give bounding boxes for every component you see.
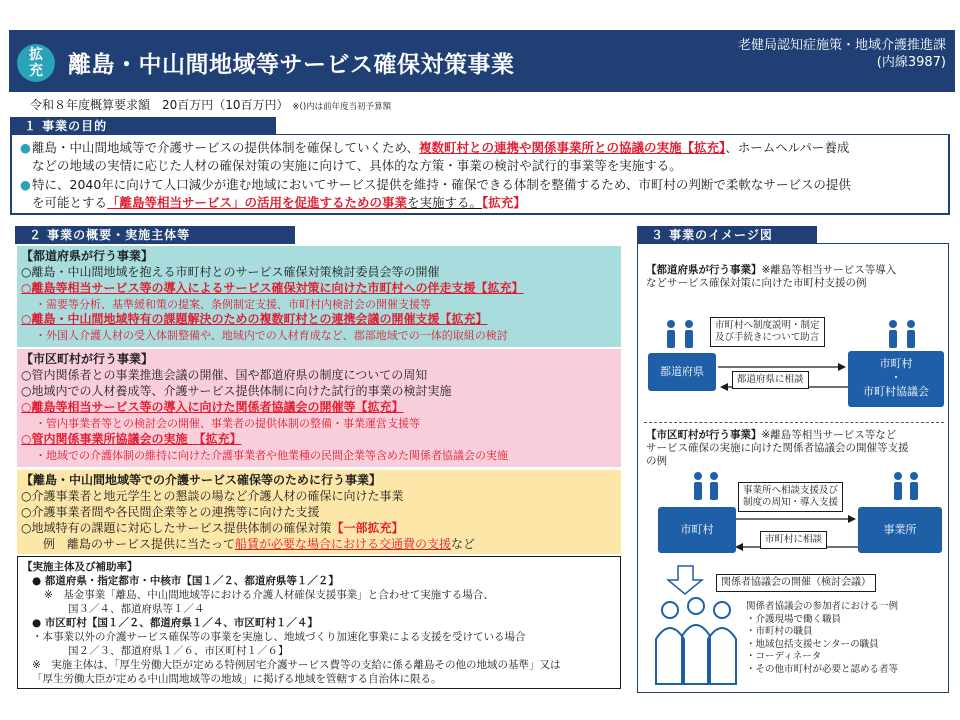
consult-callout: 都道府県に相談 [732,371,809,389]
members-list: 関係者協議会の参加者における一例 ・介護現場で働く職員 ・市町村の職員 ・地域包括支援センターの職員 ・コーディネータ ・その他市町村が必要と認める者等 [746,601,899,675]
purpose-line-3: ● 特に、2040年に向けて人口減少が進む地域においてサービス提供を維持・確保できる体制を整備するため、市町村の判断で柔軟なサービスの提供 [32,176,851,195]
staff-icon [894,472,918,500]
council-callout: 関係者協議会の開催（検討会議） [716,574,876,592]
section1-box [10,134,950,215]
budget-line: 令和８年度概算要求額 20百万円（10百万円） ※()内は前年度当初予算額 [30,98,392,112]
support-callout: 事業所へ相談支援及び 制度の周知・導入支援 [738,482,843,512]
purpose-line-1: ● 離島・中山間地域等で介護サービスの提供体制を確保していくため、複数町村との連携や関係事業所との協議の実施【拡充】、ホームヘルパー養成 [32,139,849,158]
advice-callout: 市町村へ制度説明・制定 及び手続きについて助言 [710,317,825,347]
bullet-icon: ● [20,177,31,192]
municipality-council-node: 市町村 ・ 市町村協議会 [848,351,944,407]
image-diagram: 【都道府県が行う事業】※離島等相当サービス等導入 などサービス確保対策に向けた市町村支援の例 市町村へ制度説明・制定 及び手続きについて助言 都道府県 市町村 ・ 市町村協議会 都道府県に相談 【市区町村が行う事業】※離島等相当サービス等など サービス確保の実施に向けた関係者協議会の開催等支援 の例 事業所へ相談支援及び 制度の周知・導入支援 市町村 事業所 市町村に相談 関係者協議会の開催（検討会議） 関係者協議会の参加者における一例 ・介護現場で働く職員 ・市町村の職員 ・地域包括支援センターの職員 ・コーディネータ ・その他市町村が必要と認める者等 [637,243,949,693]
section2-heading: ２ 事業の概要・実施主体等 [15,226,295,244]
remote-area-block: 【離島・中山間地域等での介護サービス確保等のために行う事業】 ○介護事業者と地元学生との懇談の場など介護人材の確保に向けた事業 ○介護事業者間や各民間企業等との連携等に向けた支援 ○地域特有の課題に対応したサービス提供体制の確保対策【一部拡充】 例 離島のサービス提供に当たって船賃が必要な場合における交通費の支援など [17,470,621,554]
municipality-block: 【市区町村が行う事業】 ○管内関係者との事業推進会議の開催、国や都道府県の制度についての周知 ○地域内での人材養成等、介護サービス提供体制に向けた試行的事業の検討実施 ○離島等相当サービス等の導入に向けた関係者協議会の開催等【拡充】 ・管内事業者等との検討会の開催、事業者の提供体制の整備・事業運営支援等 ○管内関係事業所協議会の実施 【拡充】 ・地域での介護体制の維持に向けた介護事業者や他業種の民間企業等含めた関係者協議会の実施 [17,349,621,467]
page-title: 離島・中山間地域等サービス確保対策事業 [68,52,515,78]
section1-heading: １ 事業の目的 [10,117,276,135]
department-label: 老健局認知症施策・地域介護推進課 (内線3987) [737,38,946,70]
down-arrow-icon [668,566,702,594]
implementing-body-block: 【実施主体及び補助率】 ● 都道府県・指定都市・中核市【国１／２、都道府県等１／２】 ※ 基金事業「離島、中山間地域等における介護人材確保支援事業」と合わせて実施する場合、 国３／４、都道府県等１／４ ● 市区町村【国１／２、都道府県１／４、市区町村１／４】 ・本事業以外の介護サービス確保等の事業を実施し、地域づくり加速化事業による支援を受けている場合 国２／３、都道府県１／６、市区町村１／６】 ※ 実施主体は、「厚生労働大臣が定める特例居宅介護サービス費等の支給に係る離島その他の地域の基準」又は 「厚生労働大臣が定める中山間地域等の地域」に掲げる地域を管轄する自治体に限る。 [17,556,621,689]
divider [644,422,944,423]
office-node: 事業所 [858,507,942,553]
prefecture-block: 【都道府県が行う事業】 ○離島・中山間地域を抱える市町村とのサービス確保対策検討委員会等の開催 ○離島等相当サービス等の導入によるサービス確保対策に向けた市町村への伴走支援【拡充】 ・需要等分析、基準緩和策の提案、条例制定支援、市町村内検討会の開催支援等 ○離島・中山間地域特有の課題解決のための複数町村との連携会議の開催支援【拡充】 ・外国人介護人材の受入体制整備や、地域内での人材育成など、郡部地域での一体的取組の検討 [17,246,621,347]
bullet-icon: ● [20,140,31,155]
staff-icon [667,320,693,348]
staff-icon [889,320,915,348]
purpose-line-2: などの地域の実情に応じた人材の確保対策の実施に向けて、具体的な方策・事業の検討や試行的事業等を実施する。 [32,158,682,173]
staff-icon [694,472,718,500]
council-members-icon [656,598,736,684]
prefecture-node: 都道府県 [648,353,716,391]
section3-heading: ３ 事業のイメージ図 [637,226,817,244]
municipality-node: 市町村 [658,507,736,553]
purpose-line-4: を可能とする「離島等相当サービス」の活用を促進するための事業を実施する。【拡充】 [32,195,526,210]
expansion-badge: 拡 充 [17,44,55,82]
consult-callout: 市町村に相談 [760,531,827,549]
